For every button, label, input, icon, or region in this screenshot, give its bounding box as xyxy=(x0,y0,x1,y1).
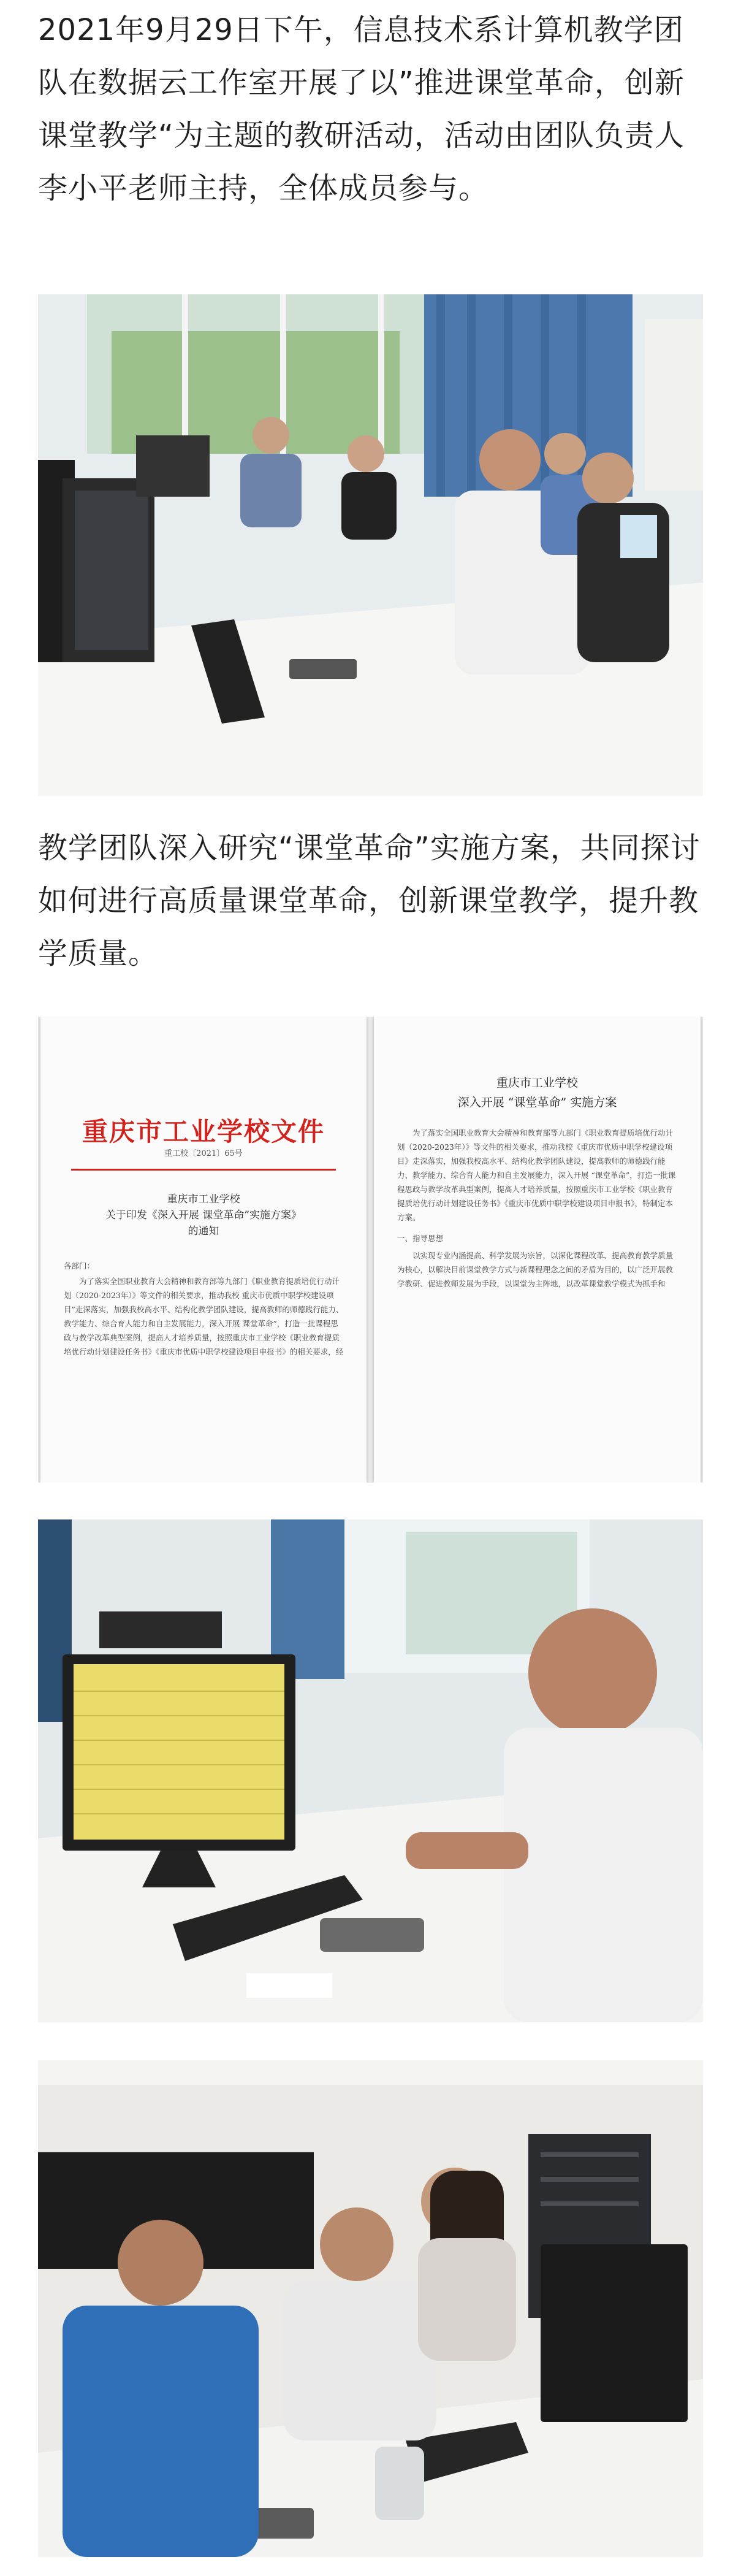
document-red-rule xyxy=(71,1169,336,1171)
person xyxy=(528,1608,657,1737)
phone xyxy=(320,1918,424,1952)
phone xyxy=(289,659,357,679)
plan-section-heading: 一、指导思想 xyxy=(397,1234,444,1243)
photo-group-discussion-illustration xyxy=(38,2060,703,2557)
person xyxy=(320,2207,393,2281)
plan-section-body: 以实现专业内涵提高、科学发展为宗旨，以深化课程改革、提高教育教学质量为核心，以解决目前课堂教学方式与新课程理念之间的矛盾为目的，以广泛开展教学教研、促进教师发展为手段，以课堂为主阵地，以改革课堂教学模式为抓手和 xyxy=(397,1251,674,1288)
glass-jar xyxy=(375,2447,424,2520)
photo-document-scans xyxy=(38,1017,703,1483)
article-paragraph-2: 教学团队深入研究“课堂革命”实施方案，共同探讨如何进行高质量课堂革命，创新课堂教学，提升教学质量。 xyxy=(38,831,701,971)
monitor xyxy=(541,2244,688,2422)
plan-body: 为了落实全国职业教育大会精神和教育部等九部门《职业教育提质培优行动计划（2020-2023年）》等文件的相关要求，推动我校《重庆市优质中职学校建设项目》走深落实，加强我校高水平、结构化教学团队建设，提高教师的师德践行能力、教学能力、综合育人能力和自主发展能力，深入开展 “课堂革命”，打造一批课程思政与教学改革典型案例，提高人才培养质量，按照重庆市工业学校《职业教育提质培优行动计划建设任务书》《重庆市优质中职学校建设项目申报书》，特制定本方案。 xyxy=(397,1128,676,1222)
person xyxy=(118,2220,203,2306)
document-number: 重工校〔2021〕65号 xyxy=(164,1149,243,1158)
photo-group-discussion xyxy=(38,2060,703,2557)
photo-teacher-at-computer-illustration xyxy=(38,1519,703,2022)
document-school: 重庆市工业学校 xyxy=(167,1193,240,1206)
photo-team-meeting-illustration xyxy=(38,294,703,796)
plan-title: 深入开展 “课堂革命” 实施方案 xyxy=(457,1096,617,1109)
document-title: 关于印发《深入开展 课堂革命”实施方案》 xyxy=(105,1209,302,1221)
photo-teacher-at-computer xyxy=(38,1519,703,2022)
document-page-notice xyxy=(40,1017,367,1483)
plan-school: 重庆市工业学校 xyxy=(496,1076,578,1090)
document-page-plan xyxy=(374,1017,701,1483)
article-paragraph-1: 2021年9月29日下午，信息技术系计算机教学团队在数据云工作室开展了以”推进课堂革命，创新课堂教学“为主题的教研活动，活动由团队负责人李小平老师主持，全体成员参与。 xyxy=(38,13,685,205)
document-salutation: 各部门： xyxy=(64,1261,95,1271)
document-body: 为了落实全国职业教育大会精神和教育部等九部门《职业教育提质培优行动计划（2020-2023年）》等文件的相关要求，推动我校 重庆市优质中职学校建设项目”走深落实，加强我校高水平、结构化教学团队建设，提高教师的师德践行能力、教学能力、综合育人能力和自主发展能力，深入开展 课堂革命”，打造一批课程思政与教学改革典型案例，提高人才培养质量，按照重庆市工业学校《职业教育提质培优行动计划建设任务书》《重庆市优质中职学校建设项目申报书》的相关要求，经 xyxy=(64,1277,344,1356)
person xyxy=(479,429,541,491)
document-notice: 的通知 xyxy=(188,1225,219,1237)
document-red-header: 重庆市工业学校文件 xyxy=(82,1117,325,1147)
photo-team-meeting xyxy=(38,294,703,796)
